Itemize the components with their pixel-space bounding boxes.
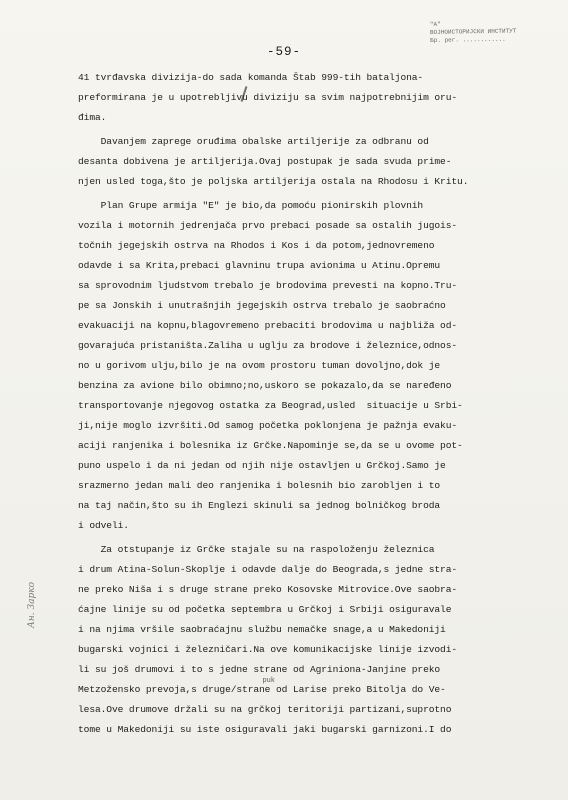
text-line: točnih jegejskih ostrva na Rhodos i Kos i da potom,jednovremeno [78,240,435,251]
text-line: preformirana je u upotrebljivu diviziju sa svim najpotrebnijim oru- [78,92,458,103]
text-line: benzina za avione bilo obimno;no,uskoro se pokazalo,da se naređeno [78,380,452,391]
text-line: i drum Atina-Solun-Skoplje i odavde dalje do Beograda,s jedne stra- [78,564,458,575]
text-line: na taj način,što su ih Englezi skinuli sa jednog bolničkog broda [78,500,441,511]
text-line: transportovanje njegovog ostatka za Beograd,usled situacije u Srbi- [78,400,463,411]
page-number: -59- [266,45,301,59]
text-line: puk [78,677,275,685]
text-line: ji,nije moglo izvršiti.Od samog početka poklonjena je pažnja evaku- [78,420,458,431]
handwritten-margin-note: Ан. Зарко [27,582,37,628]
archive-stamp [430,19,540,45]
stamp-line-3: Бр. рег. ............ [430,35,506,44]
text-line: Plan Grupe armija "E" je bio,da pomoću pionirskih plovnih [78,200,424,211]
text-line: govarajuća pristaništa.Zaliha u uglju za brodove i železnice,odnos- [78,340,458,351]
text-line: i na njima vršile saobraćajnu službu nemačke snage,a u Makedoniji [78,624,446,635]
stamp-line-2: ВОЈНОИСТОРИЈСКИ ИНСТИТУТ [429,27,517,36]
text-line: evakuaciji na kopnu,blagovremeno prebaciti brodovima u najbliža od- [78,320,458,331]
text-line: sa sprovodnim ljudstvom trebalo je brodovima prevesti na kopno.Tru- [78,280,458,291]
text-line: desanta dobivena je artiljerija.Ovaj postupak je sada svuda prime- [78,156,452,167]
text-line: odavde i sa Krita,prebaci glavninu trupa avionima u Atinu.Opremu [78,260,441,271]
text-line: pe sa Jonskih i unutrašnjih jegejskih ostrva trebalo je saobraćno [78,300,446,311]
text-line: 41 tvrđavska divizija-do sada komanda Štab 999-tih bataljona- [78,72,424,83]
text-line: srazmerno jedan mali deo ranjenika i bolesnih bio zarobljen i to [78,480,441,491]
text-line: no u gorivom ulju,bilo je na ovom prostoru tuman dovoljno,dok je [78,360,441,371]
text-line: ćajne linije su od početka septembra u Grčkoj i Srbiji osiguravale [78,604,452,615]
text-line: bugarski vojnici i železničari.Na ove komunikacijske linije izvodi- [78,644,458,655]
text-line: aciji ranjenika i bolesnika iz Grčke.Napominje se,da se u ovome pot- [78,440,463,451]
text-line: ne preko Niša i s druge strane preko Kosovske Mitrovice.Ove saobra- [78,584,458,595]
stamp-line-1: "А" [429,20,441,28]
text-line: i odveli. [78,520,129,531]
text-line: vozila i motornih jedrenjača prvo prebaci posade sa ostalih jugois- [78,220,458,231]
text-line: đima. [78,112,107,123]
text-line: Metzožensko prevoja,s druge/strane od Larise preko Bitolja do Ve- [78,684,446,695]
text-line: Za otstupanje iz Grčke stajale su na raspoloženju železnica [78,544,435,555]
text-line: Davanjem zaprege oruđima obalske artiljerije za odbranu od [78,136,429,147]
text-line: li su još drumovi i to s jedne strane od Agriniona-Janjine preko [78,664,441,675]
text-line: njen usled toga,što je poljska artiljerija ostala na Rhodosu i Kritu. [78,176,469,187]
text-line: lesa.Ove drumove držali su na grčkoj teritoriji partizani,suprotno [78,704,452,715]
text-line: tome u Makedoniji su iste osiguravali jaki bugarski garnizoni.I do [78,724,452,735]
text-line: puno uspelo i da ni jedan od njih nije ostavljen u Grčkoj.Samo je [78,460,446,471]
